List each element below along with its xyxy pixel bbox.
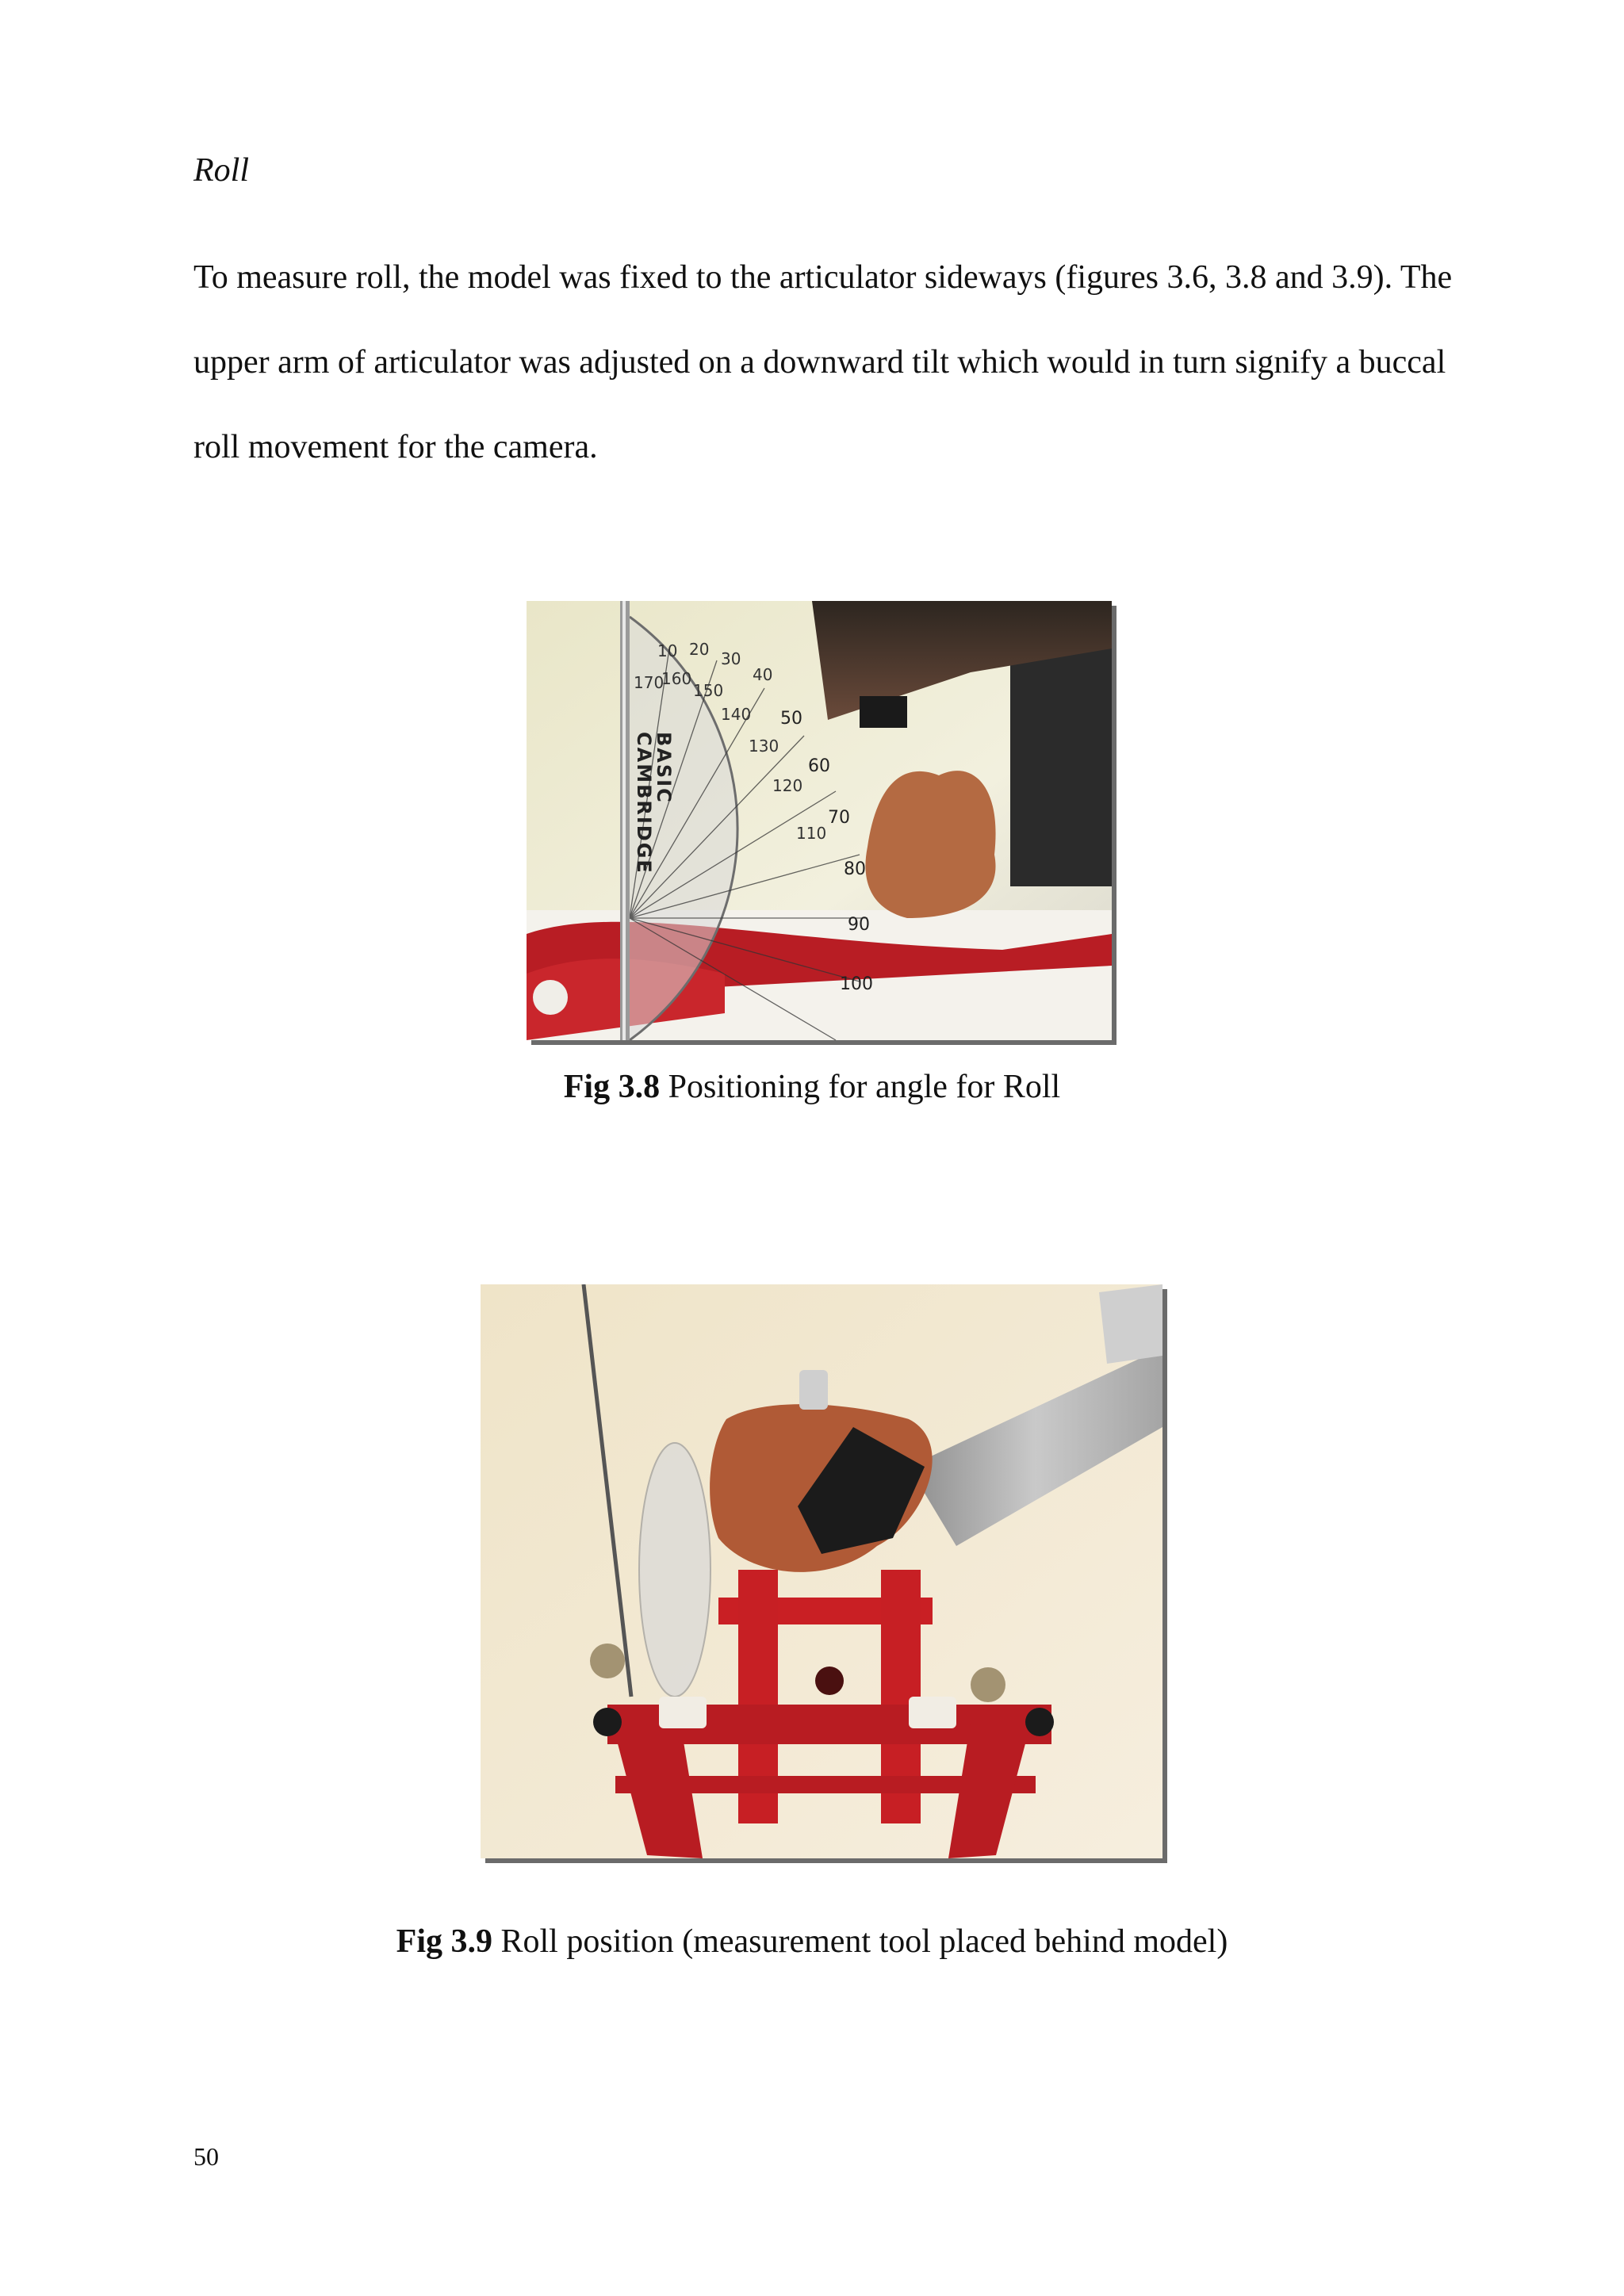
- paragraph-line-1: To measure roll, the model was fixed to the articulator sideways (figures 3.6, 3.8 and 3.9). The: [193, 259, 1453, 296]
- figure-3-8-caption-text: Positioning for angle for Roll: [668, 1069, 1061, 1105]
- protractor-tick-20: 20: [689, 640, 710, 659]
- section-subheading: Roll: [193, 152, 249, 189]
- articulator-photo: [481, 1284, 1162, 1858]
- figure-3-9-caption: [0, 1922, 1624, 1961]
- figure-3-9-caption-text: Roll position (measurement tool placed behind model): [500, 1923, 1228, 1960]
- protractor-tick-130: 130: [749, 737, 779, 756]
- protractor-brand-cambridge: CAMBRIDGE: [633, 732, 655, 874]
- protractor-tick-40: 40: [753, 665, 773, 684]
- paragraph-line-3: roll movement for the camera.: [193, 429, 598, 465]
- figure-3-9-photo: [481, 1284, 1162, 1858]
- figure-3-8-caption: [0, 1067, 1624, 1107]
- protractor-tick-110: 110: [796, 824, 827, 843]
- protractor-tick-50: 50: [780, 709, 802, 729]
- protractor-photo: [527, 601, 1112, 1040]
- protractor-tick-60: 60: [808, 756, 830, 776]
- protractor-tick-150: 150: [693, 681, 724, 700]
- page-number: 50: [193, 2142, 219, 2171]
- protractor-tick-70: 70: [828, 808, 850, 828]
- figure-3-8-photo: [527, 601, 1112, 1040]
- protractor-tick-10: 10: [657, 641, 678, 660]
- protractor-brand-basic: BASIC: [653, 732, 675, 804]
- protractor-tick-30: 30: [721, 649, 741, 668]
- paragraph-line-2: upper arm of articulator was adjusted on a downward tilt which would in turn signify a buccal: [193, 344, 1446, 381]
- figure-3-8-label: Fig 3.8: [563, 1069, 661, 1105]
- protractor-tick-90: 90: [848, 915, 870, 935]
- protractor-tick-170: 170: [634, 673, 665, 692]
- protractor-tick-160: 160: [661, 669, 692, 688]
- protractor-tick-140: 140: [721, 705, 752, 724]
- protractor-tick-80: 80: [844, 859, 866, 879]
- figure-3-9-label: Fig 3.9: [396, 1923, 492, 1960]
- protractor-tick-120: 120: [772, 776, 803, 795]
- protractor-tick-100: 100: [840, 974, 873, 994]
